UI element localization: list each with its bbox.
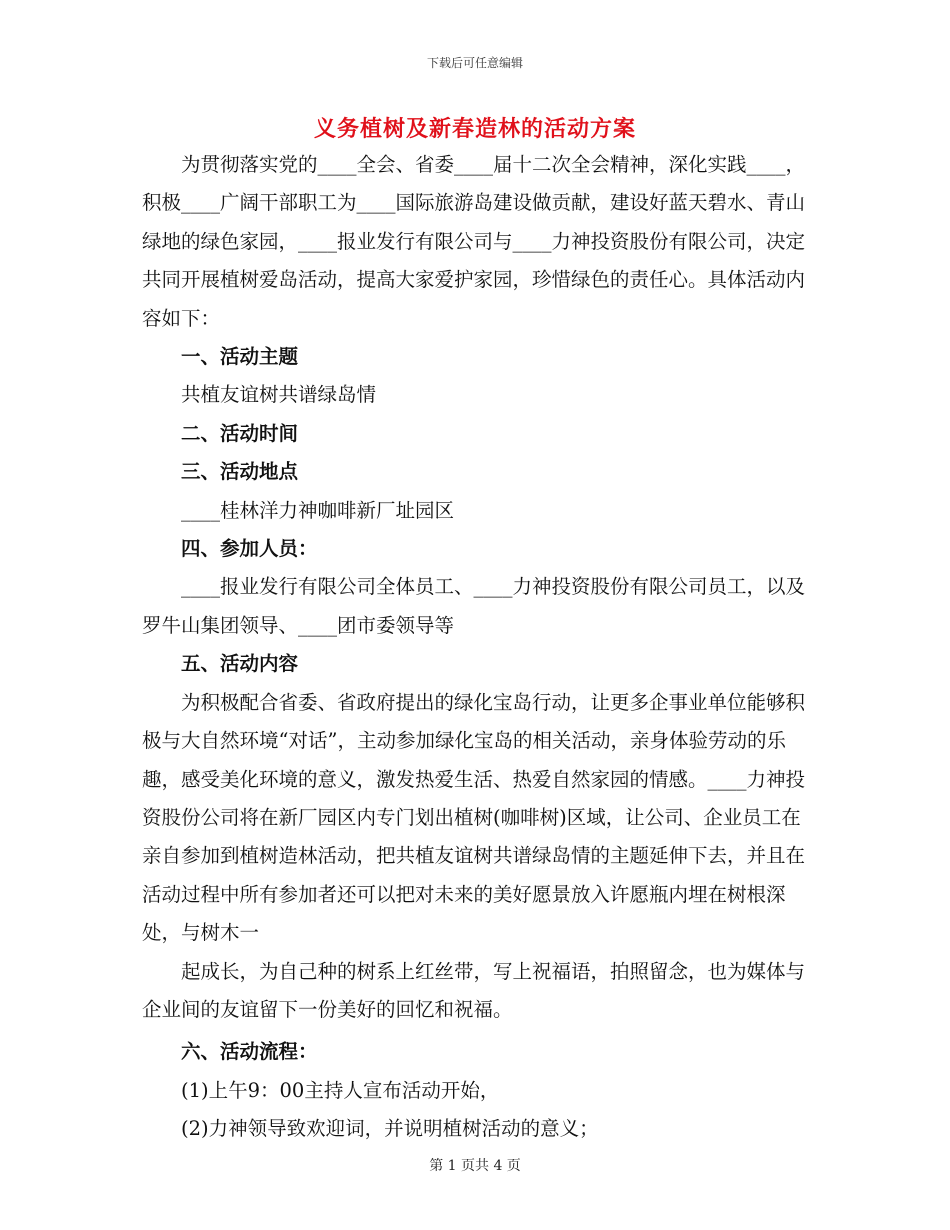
process-step-2: (2)力神领导致欢迎词，并说明植树活动的意义；: [181, 1117, 599, 1141]
section-heading-process: 六、活动流程：: [181, 1040, 318, 1064]
process-step-1: (1)上午9：00主持人宣布活动开始，: [181, 1078, 500, 1102]
section-text-location: ____桂林洋力神咖啡新厂址园区: [181, 498, 455, 522]
intro-paragraph: 为贯彻落实党的____全会、省委____届十二次全会精神，深化实践____，积极____广阔干部职工为____国际旅游岛建设做贡献，建设好蓝天碧水、青山绿地的绿色家园，____报业发行有限公司与____力神投资股份有限公司，决定共同开展植树爱岛活动，提高大家爱护家园，珍惜绿色的责任心。具体活动内容如下：: [142, 153, 806, 330]
section-heading-participants: 四、参加人员：: [181, 537, 318, 561]
section-text-theme: 共植友谊树共谱绿岛情: [181, 383, 377, 407]
document-body: [142, 146, 810, 1149]
section-heading-time: 二、活动时间: [181, 421, 299, 445]
section-text-content-1: 为积极配合省委、省政府提出的绿化宝岛行动，让更多企事业单位能够积极与大自然环境“对话”，主动参加绿化宝岛的相关活动，亲身体验劳动的乐趣，感受美化环境的意义，激发热爱生活、热爱自然家园的情感。____力神投资股份公司将在新厂园区内专门划出植树(咖啡树)区域，让公司、企业员工在亲自参加到植树造林活动，把共植友谊树共谱绿岛情的主题延伸下去，并且在活动过程中所有参加者还可以把对未来的美好愿景放入许愿瓶内埋在树根深处，与树木一: [142, 690, 806, 945]
document-title: 义务植树及新春造林的活动方案: [313, 116, 636, 142]
section-text-content-2: 起成长，为自己种的树系上红丝带，写上祝福语，拍照留念，也为媒体与企业间的友谊留下一份美好的回忆和祝福。: [142, 959, 806, 1021]
section-text-participants: ____报业发行有限公司全体员工、____力神投资股份有限公司员工，以及罗牛山集团领导、____团市委领导等: [142, 575, 806, 637]
section-heading-theme: 一、活动主题: [181, 345, 299, 369]
page-number: 第 1 页共 4 页: [429, 1158, 521, 1174]
section-heading-location: 三、活动地点: [181, 460, 299, 484]
page-header-note: 下载后可任意编辑: [426, 56, 523, 70]
section-heading-content: 五、活动内容: [181, 652, 299, 676]
